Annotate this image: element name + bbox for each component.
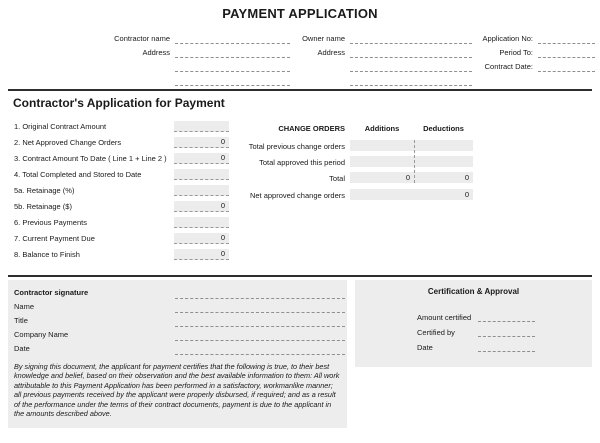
app-row-7-label: 7. Current Payment Due [14, 234, 95, 243]
app-row-2-label: 2. Net Approved Change Orders [14, 138, 122, 147]
contractor-address-input-3[interactable] [175, 75, 290, 86]
amount-certified-input[interactable] [478, 311, 535, 322]
change-orders-column-divider [414, 140, 415, 183]
contract-date-label: Contract Date: [484, 62, 533, 71]
certified-by-label: Certified by [417, 328, 455, 337]
app-row-5b-value-field[interactable]: 0 [174, 201, 229, 212]
contractor-name-label: Contractor name [114, 34, 170, 43]
period-to-input[interactable] [538, 47, 595, 58]
owner-address-label: Address [317, 48, 345, 57]
app-row-6-value-field[interactable] [174, 217, 229, 228]
certification-date-label: Date [417, 343, 433, 352]
app-row-1-label: 1. Original Contract Amount [14, 122, 107, 131]
app-row-6-label: 6. Previous Payments [14, 218, 87, 227]
signature-name-label: Name [14, 302, 35, 311]
contractor-signature-input[interactable] [175, 288, 345, 299]
app-row-5a-label: 5a. Retainage (%) [14, 186, 75, 195]
signature-panel [8, 280, 347, 428]
change-orders-col-additions: Additions [364, 124, 400, 133]
app-row-3-value-field[interactable]: 0 [174, 153, 229, 164]
application-no-input[interactable] [538, 33, 595, 44]
co-row-total-additions-cell[interactable]: 0 [350, 172, 414, 183]
co-row-period-deductions-cell[interactable] [414, 156, 473, 167]
signature-name-input[interactable] [175, 302, 345, 313]
app-row-8-value-field[interactable]: 0 [174, 249, 229, 260]
app-row-8-label: 8. Balance to Finish [14, 250, 80, 259]
co-row-previous-deductions-cell[interactable] [414, 140, 473, 151]
owner-name-label: Owner name [302, 34, 345, 43]
certification-date-input[interactable] [478, 341, 535, 352]
certification-heading: Certification & Approval [427, 287, 520, 296]
change-orders-col-deductions: Deductions [423, 124, 464, 133]
signature-company-label: Company Name [14, 330, 69, 339]
app-row-4-label: 4. Total Completed and Stored to Date [14, 170, 142, 179]
page-title: PAYMENT APPLICATION [222, 6, 378, 21]
co-row-previous-additions-cell[interactable] [350, 140, 414, 151]
co-row-previous-label: Total previous change orders [248, 142, 345, 151]
co-row-net-label: Net approved change orders [249, 191, 345, 200]
application-section-heading: Contractor's Application for Payment [13, 96, 225, 110]
app-row-5b-label: 5b. Retainage ($) [14, 202, 72, 211]
signature-title-input[interactable] [175, 316, 345, 327]
app-row-7-value-field[interactable]: 0 [174, 233, 229, 244]
contract-date-input[interactable] [538, 61, 595, 72]
app-row-1-value-field[interactable] [174, 121, 229, 132]
change-orders-heading: CHANGE ORDERS [278, 124, 345, 133]
signature-title-label: Title [14, 316, 28, 325]
certification-panel [355, 280, 592, 367]
co-row-total-label: Total [329, 174, 345, 183]
contractor-address-label: Address [142, 48, 170, 57]
app-row-2-value-field[interactable]: 0 [174, 137, 229, 148]
signature-date-input[interactable] [175, 344, 345, 355]
co-row-net-value-cell[interactable]: 0 [350, 189, 473, 200]
header-divider [8, 89, 592, 91]
contractor-signature-label: Contractor signature [14, 288, 89, 297]
certification-legal-text: By signing this document, the applicant for payment certifies that the following is true, to their best knowledge and belief, based on their observation and the best available information to them: All work attributable to this Payment Application has been performed in a satisfactory, workmanlike manner; all previous payments received by the applicant were properly disbursed, if required; and as a result of the performance under the terms of their contract documents, payment is due to the applicant in the amounts described above. [14, 362, 340, 419]
signature-company-input[interactable] [175, 330, 345, 341]
app-row-3-label: 3. Contract Amount To Date ( Line 1 + Line 2 ) [14, 154, 167, 163]
certified-by-input[interactable] [478, 326, 535, 337]
owner-address-input-3[interactable] [350, 75, 472, 86]
co-row-period-additions-cell[interactable] [350, 156, 414, 167]
co-row-total-deductions-cell[interactable]: 0 [414, 172, 473, 183]
period-to-label: Period To: [499, 48, 533, 57]
contractor-address-input-2[interactable] [175, 61, 290, 72]
application-no-label: Application No: [482, 34, 533, 43]
co-row-period-label: Total approved this period [259, 158, 345, 167]
amount-certified-label: Amount certified [417, 313, 472, 322]
signature-date-label: Date [14, 344, 30, 353]
section-divider [8, 275, 592, 277]
